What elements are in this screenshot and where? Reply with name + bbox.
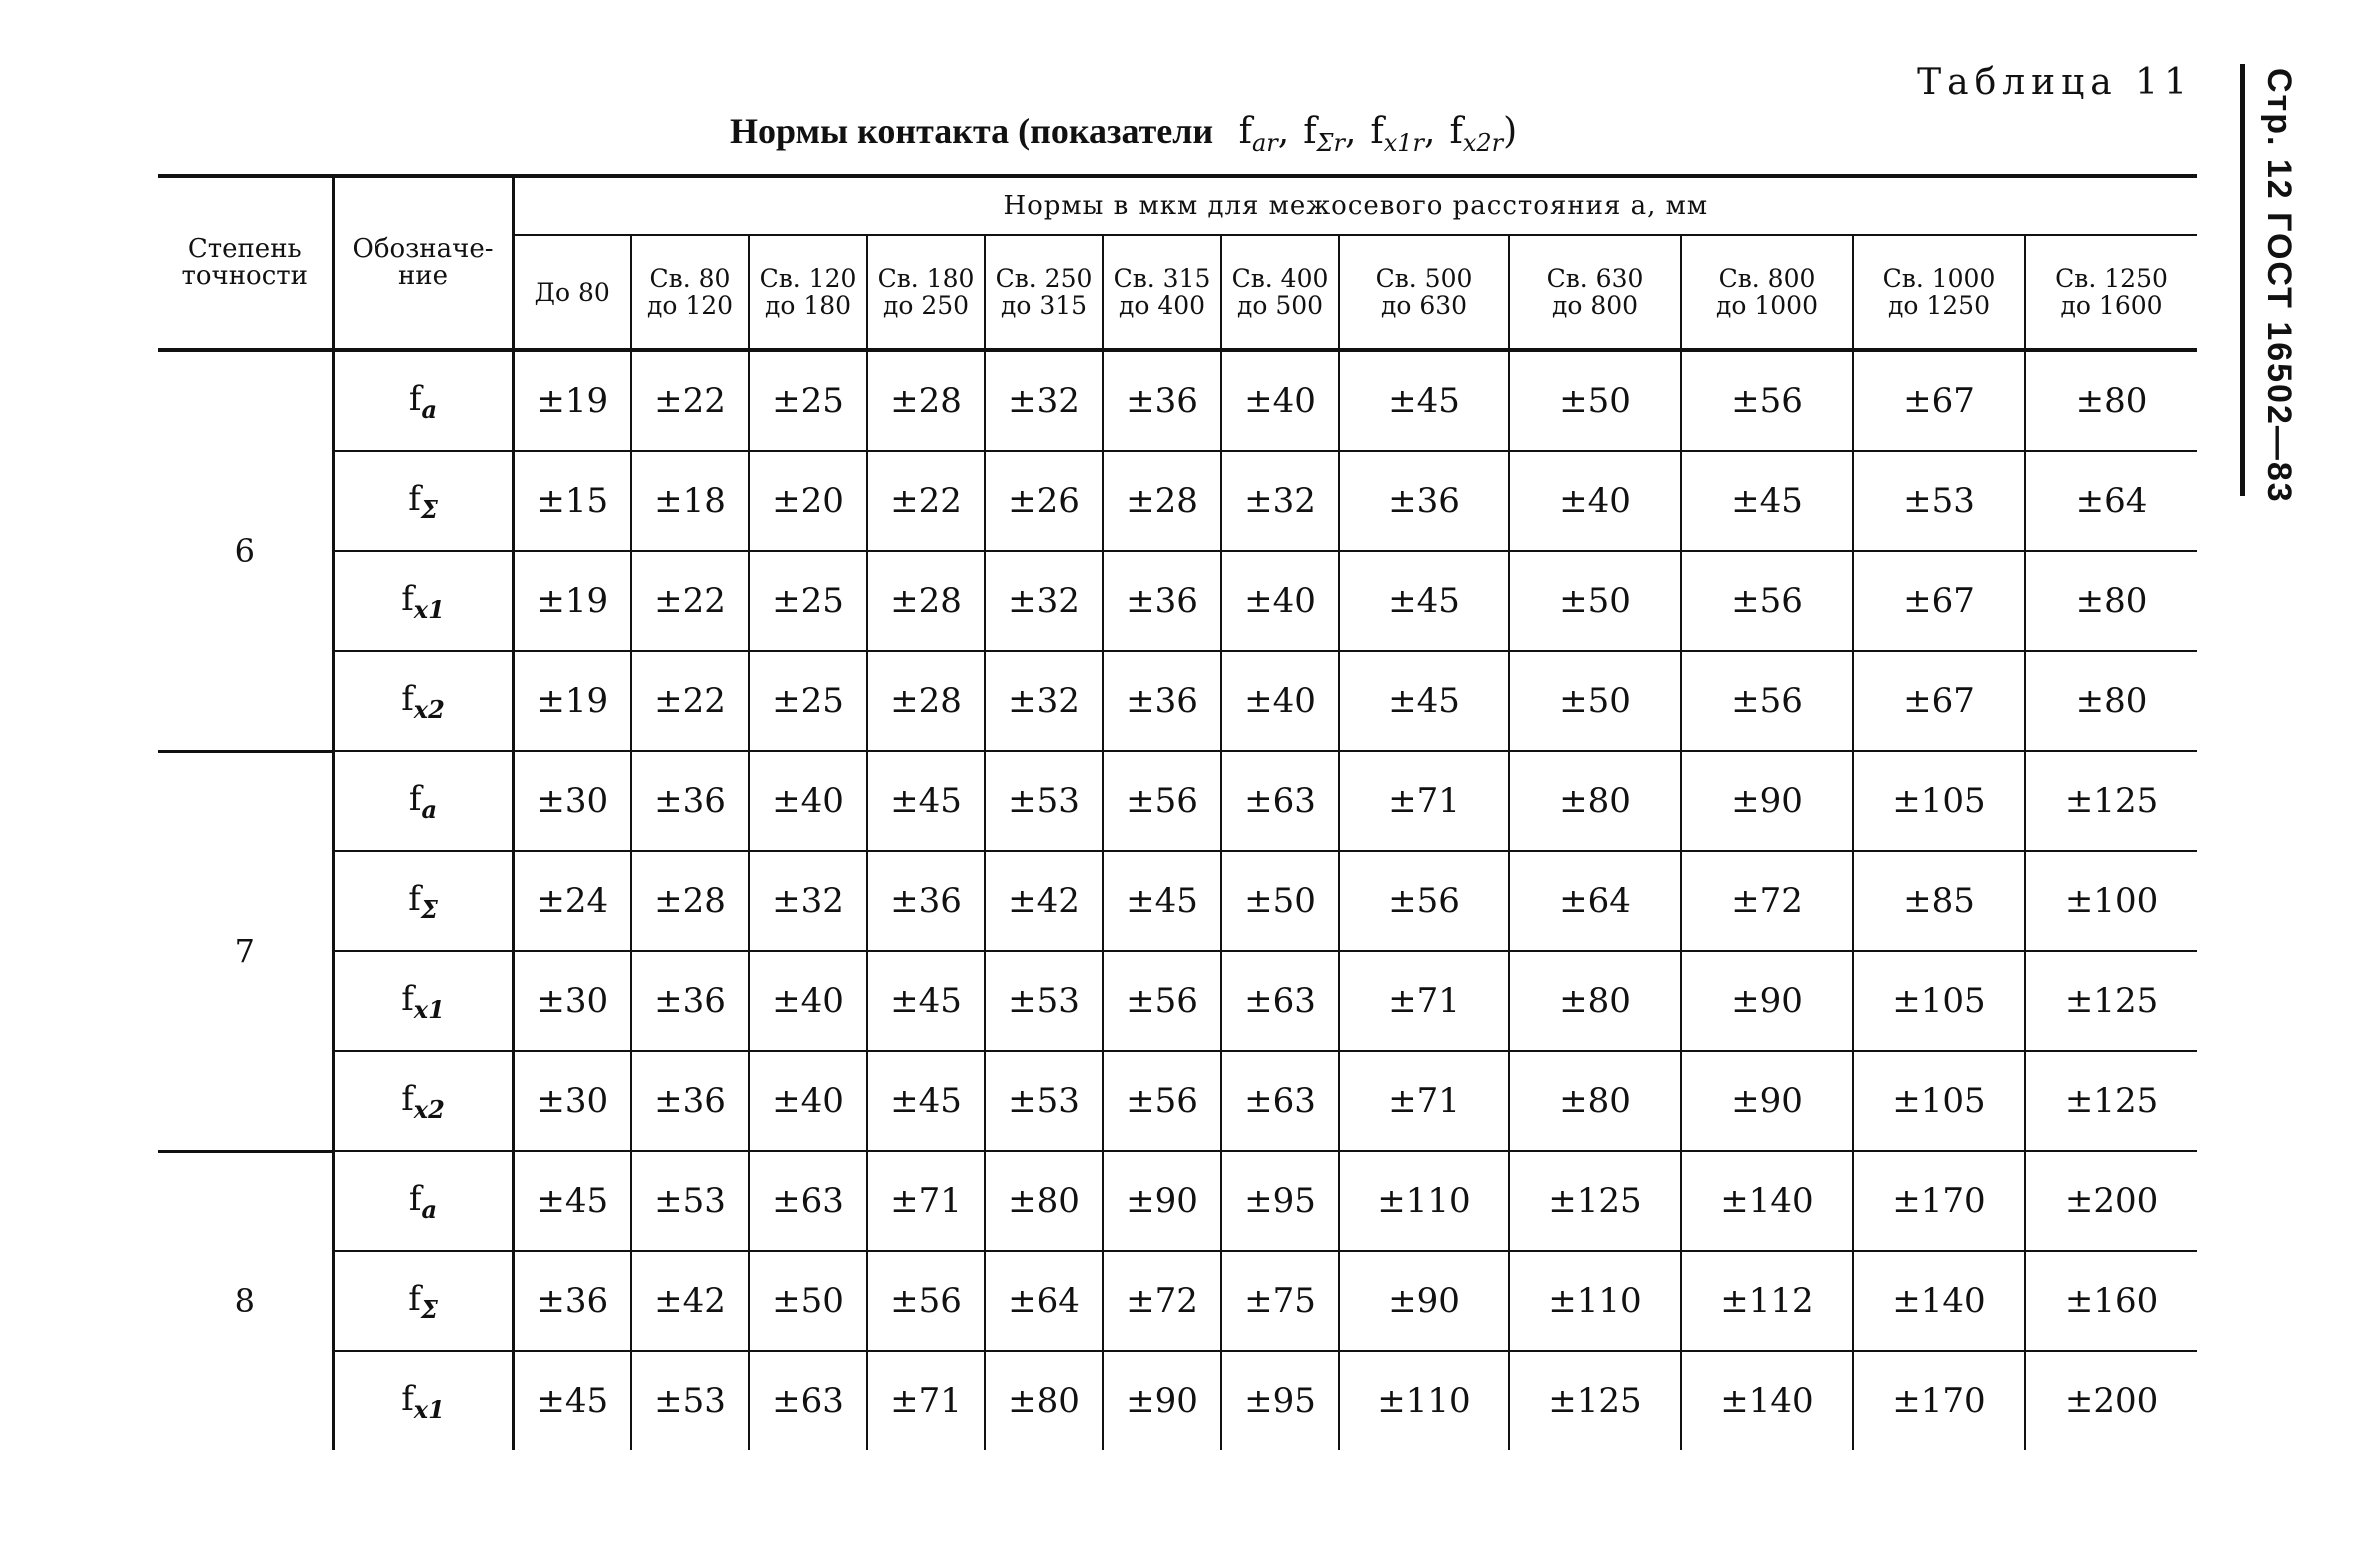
- value-cell: ±25: [749, 651, 867, 751]
- symbol-cell: $f_{x1}$: [333, 951, 513, 1051]
- value-cell: ±22: [867, 451, 985, 551]
- value-cell: ±50: [749, 1251, 867, 1351]
- value-cell: ±36: [513, 1251, 631, 1351]
- header-range: Св. 800 до 1000: [1681, 235, 1853, 350]
- header-range: Св. 250 до 315: [985, 235, 1103, 350]
- value-cell: ±45: [1339, 350, 1509, 451]
- value-cell: ±56: [867, 1251, 985, 1351]
- value-cell: ±50: [1509, 350, 1681, 451]
- side-rule: [2240, 64, 2245, 496]
- value-cell: ±80: [985, 1151, 1103, 1251]
- value-cell: ±56: [1103, 1051, 1221, 1151]
- value-cell: ±100: [2025, 851, 2197, 951]
- value-cell: ±53: [631, 1351, 749, 1450]
- value-cell: ±40: [749, 1051, 867, 1151]
- header-range: Св. 400 до 500: [1221, 235, 1339, 350]
- value-cell: ±53: [985, 951, 1103, 1051]
- page-standard-label: Стр. 12 ГОСТ 16502—83: [2260, 68, 2298, 504]
- value-cell: ±50: [1509, 651, 1681, 751]
- table-row: [158, 951, 2197, 1051]
- header-range: Св. 630 до 800: [1509, 235, 1681, 350]
- value-cell: ±36: [1103, 350, 1221, 451]
- value-cell: ±45: [513, 1151, 631, 1251]
- value-cell: ±36: [631, 751, 749, 851]
- table-body: [158, 350, 2197, 1450]
- value-cell: ±80: [2025, 551, 2197, 651]
- symbol-cell: $f_{x2}$: [333, 651, 513, 751]
- value-cell: ±72: [1681, 851, 1853, 951]
- value-cell: ±32: [985, 350, 1103, 451]
- value-cell: ±71: [867, 1151, 985, 1251]
- title-text: Нормы контакта (показатели: [730, 111, 1214, 151]
- value-cell: ±71: [1339, 951, 1509, 1051]
- value-cell: ±22: [631, 350, 749, 451]
- value-cell: ±26: [985, 451, 1103, 551]
- value-cell: ±30: [513, 951, 631, 1051]
- value-cell: ±36: [1103, 551, 1221, 651]
- value-cell: ±140: [1853, 1251, 2025, 1351]
- value-cell: ±56: [1103, 951, 1221, 1051]
- value-cell: ±56: [1681, 350, 1853, 451]
- value-cell: ±71: [1339, 1051, 1509, 1151]
- table-title: [730, 110, 1517, 157]
- header-norms-group: Нормы в мкм для межосевого расстояния a, мм: [513, 176, 2197, 235]
- grade-cell: 8: [158, 1151, 333, 1450]
- header-range: Св. 180 до 250: [867, 235, 985, 350]
- symbol-cell: $f_\Sigma$: [333, 851, 513, 951]
- value-cell: ±140: [1681, 1351, 1853, 1450]
- header-range: Св. 315 до 400: [1103, 235, 1221, 350]
- value-cell: ±32: [749, 851, 867, 951]
- value-cell: ±40: [749, 951, 867, 1051]
- value-cell: ±42: [985, 851, 1103, 951]
- value-cell: ±125: [1509, 1351, 1681, 1450]
- value-cell: ±63: [1221, 951, 1339, 1051]
- value-cell: ±56: [1681, 651, 1853, 751]
- grade-cell: 7: [158, 751, 333, 1151]
- value-cell: ±50: [1509, 551, 1681, 651]
- value-cell: ±80: [985, 1351, 1103, 1450]
- value-cell: ±110: [1509, 1251, 1681, 1351]
- value-cell: ±40: [1221, 551, 1339, 651]
- title-symbol: $f_{x2r}$): [1449, 111, 1518, 158]
- value-cell: ±36: [1339, 451, 1509, 551]
- symbol-cell: $f_{x2}$: [333, 1051, 513, 1151]
- value-cell: ±19: [513, 551, 631, 651]
- title-symbols: [1225, 111, 1518, 158]
- title-symbol: $f_{\Sigma r}$,: [1303, 111, 1357, 158]
- value-cell: ±25: [749, 350, 867, 451]
- table-row: [158, 851, 2197, 951]
- value-cell: ±80: [1509, 951, 1681, 1051]
- header-grade: Степень точности: [158, 176, 333, 350]
- symbol-cell: $f_a$: [333, 751, 513, 851]
- value-cell: ±45: [1103, 851, 1221, 951]
- header-range: Св. 120 до 180: [749, 235, 867, 350]
- table-row: [158, 1051, 2197, 1151]
- value-cell: ±24: [513, 851, 631, 951]
- value-cell: ±45: [867, 951, 985, 1051]
- value-cell: ±110: [1339, 1351, 1509, 1450]
- value-cell: ±36: [631, 951, 749, 1051]
- value-cell: ±40: [749, 751, 867, 851]
- value-cell: ±90: [1103, 1351, 1221, 1450]
- value-cell: ±53: [985, 1051, 1103, 1151]
- value-cell: ±36: [1103, 651, 1221, 751]
- value-cell: ±19: [513, 350, 631, 451]
- value-cell: ±170: [1853, 1351, 2025, 1450]
- header-range: Св. 500 до 630: [1339, 235, 1509, 350]
- symbol-cell: $f_a$: [333, 1151, 513, 1251]
- value-cell: ±28: [867, 350, 985, 451]
- value-cell: ±28: [867, 551, 985, 651]
- table-row: [158, 350, 2197, 451]
- value-cell: ±19: [513, 651, 631, 751]
- value-cell: ±105: [1853, 1051, 2025, 1151]
- value-cell: ±32: [985, 551, 1103, 651]
- value-cell: ±32: [1221, 451, 1339, 551]
- table-row: [158, 551, 2197, 651]
- value-cell: ±56: [1339, 851, 1509, 951]
- value-cell: ±18: [631, 451, 749, 551]
- header-symbol: Обозначе-ние: [333, 176, 513, 350]
- value-cell: ±25: [749, 551, 867, 651]
- table-row: [158, 651, 2197, 751]
- value-cell: ±90: [1681, 1051, 1853, 1151]
- grade-cell: 6: [158, 350, 333, 751]
- value-cell: ±56: [1103, 751, 1221, 851]
- symbol-cell: $f_\Sigma$: [333, 451, 513, 551]
- value-cell: ±71: [1339, 751, 1509, 851]
- value-cell: ±90: [1103, 1151, 1221, 1251]
- value-cell: ±36: [867, 851, 985, 951]
- value-cell: ±75: [1221, 1251, 1339, 1351]
- value-cell: ±64: [1509, 851, 1681, 951]
- value-cell: ±63: [749, 1151, 867, 1251]
- symbol-cell: $f_{x1}$: [401, 1378, 445, 1424]
- value-cell: ±45: [1339, 551, 1509, 651]
- title-symbol: $f_{x1r}$,: [1370, 111, 1436, 158]
- value-cell: ±112: [1681, 1251, 1853, 1351]
- value-cell: ±125: [2025, 1051, 2197, 1151]
- value-cell: ±200: [2025, 1351, 2197, 1450]
- value-cell: ±53: [1853, 451, 2025, 551]
- value-cell: ±28: [867, 651, 985, 751]
- value-cell: ±80: [2025, 651, 2197, 751]
- value-cell: ±90: [1681, 751, 1853, 851]
- value-cell: ±28: [1103, 451, 1221, 551]
- value-cell: ±53: [985, 751, 1103, 851]
- table-row: [158, 1151, 2197, 1251]
- value-cell: ±50: [1221, 851, 1339, 951]
- value-cell: ±40: [1509, 451, 1681, 551]
- value-cell: ±30: [513, 1051, 631, 1151]
- value-cell: ±22: [631, 551, 749, 651]
- value-cell: ±63: [749, 1351, 867, 1450]
- value-cell: ±85: [1853, 851, 2025, 951]
- value-cell: ±105: [1853, 951, 2025, 1051]
- value-cell: ±28: [631, 851, 749, 951]
- value-cell: ±125: [2025, 951, 2197, 1051]
- value-cell: ±90: [1681, 951, 1853, 1051]
- value-cell: ±125: [2025, 751, 2197, 851]
- value-cell: ±30: [513, 751, 631, 851]
- value-cell: ±67: [1853, 350, 2025, 451]
- symbol-cell: $f_\Sigma$: [333, 1251, 513, 1351]
- value-cell: ±36: [631, 1051, 749, 1151]
- value-cell: ±95: [1221, 1151, 1339, 1251]
- value-cell: ±80: [1509, 1051, 1681, 1151]
- value-cell: ±64: [2025, 451, 2197, 551]
- value-cell: ±45: [867, 751, 985, 851]
- value-cell: ±160: [2025, 1251, 2197, 1351]
- value-cell: ±40: [1221, 651, 1339, 751]
- value-cell: ±15: [513, 451, 631, 551]
- value-cell: ±63: [1221, 1051, 1339, 1151]
- header-range: Св. 1000 до 1250: [1853, 235, 2025, 350]
- header-range: Св. 80 до 120: [631, 235, 749, 350]
- table-row: [158, 751, 2197, 851]
- value-cell: ±22: [631, 651, 749, 751]
- symbol-cell: $f_{x1}$: [333, 551, 513, 651]
- value-cell: ±95: [1221, 1351, 1339, 1450]
- value-cell: ±67: [1853, 651, 2025, 751]
- value-cell: ±90: [1339, 1251, 1509, 1351]
- value-cell: ±67: [1853, 551, 2025, 651]
- value-cell: ±42: [631, 1251, 749, 1351]
- value-cell: ±20: [749, 451, 867, 551]
- header-range: До 80: [534, 277, 610, 307]
- value-cell: ±170: [1853, 1151, 2025, 1251]
- value-cell: ±40: [1221, 350, 1339, 451]
- value-cell: ±200: [2025, 1151, 2197, 1251]
- value-cell: ±53: [631, 1151, 749, 1251]
- value-cell: ±45: [867, 1051, 985, 1151]
- value-cell: ±64: [985, 1251, 1103, 1351]
- value-cell: ±71: [867, 1351, 985, 1450]
- value-cell: ±63: [1221, 751, 1339, 851]
- value-cell: ±140: [1681, 1151, 1853, 1251]
- value-cell: ±125: [1509, 1151, 1681, 1251]
- value-cell: ±45: [513, 1351, 631, 1450]
- value-cell: ±105: [1853, 751, 2025, 851]
- value-cell: ±56: [1681, 551, 1853, 651]
- table-number: Таблица 11: [1917, 62, 2193, 103]
- value-cell: ±45: [1339, 651, 1509, 751]
- contact-norms-table: [158, 174, 2197, 1450]
- value-cell: ±72: [1103, 1251, 1221, 1351]
- table-row: [158, 451, 2197, 551]
- value-cell: ±80: [1509, 751, 1681, 851]
- value-cell: ±32: [985, 651, 1103, 751]
- title-symbol: $f_{ar}$,: [1238, 111, 1290, 158]
- header-range: Св. 1250 до 1600: [2025, 235, 2197, 350]
- value-cell: ±80: [2025, 350, 2197, 451]
- value-cell: ±110: [1339, 1151, 1509, 1251]
- symbol-cell: $f_a$: [333, 350, 513, 451]
- table-row: [158, 1251, 2197, 1351]
- value-cell: ±45: [1681, 451, 1853, 551]
- table-row: [158, 1351, 2197, 1450]
